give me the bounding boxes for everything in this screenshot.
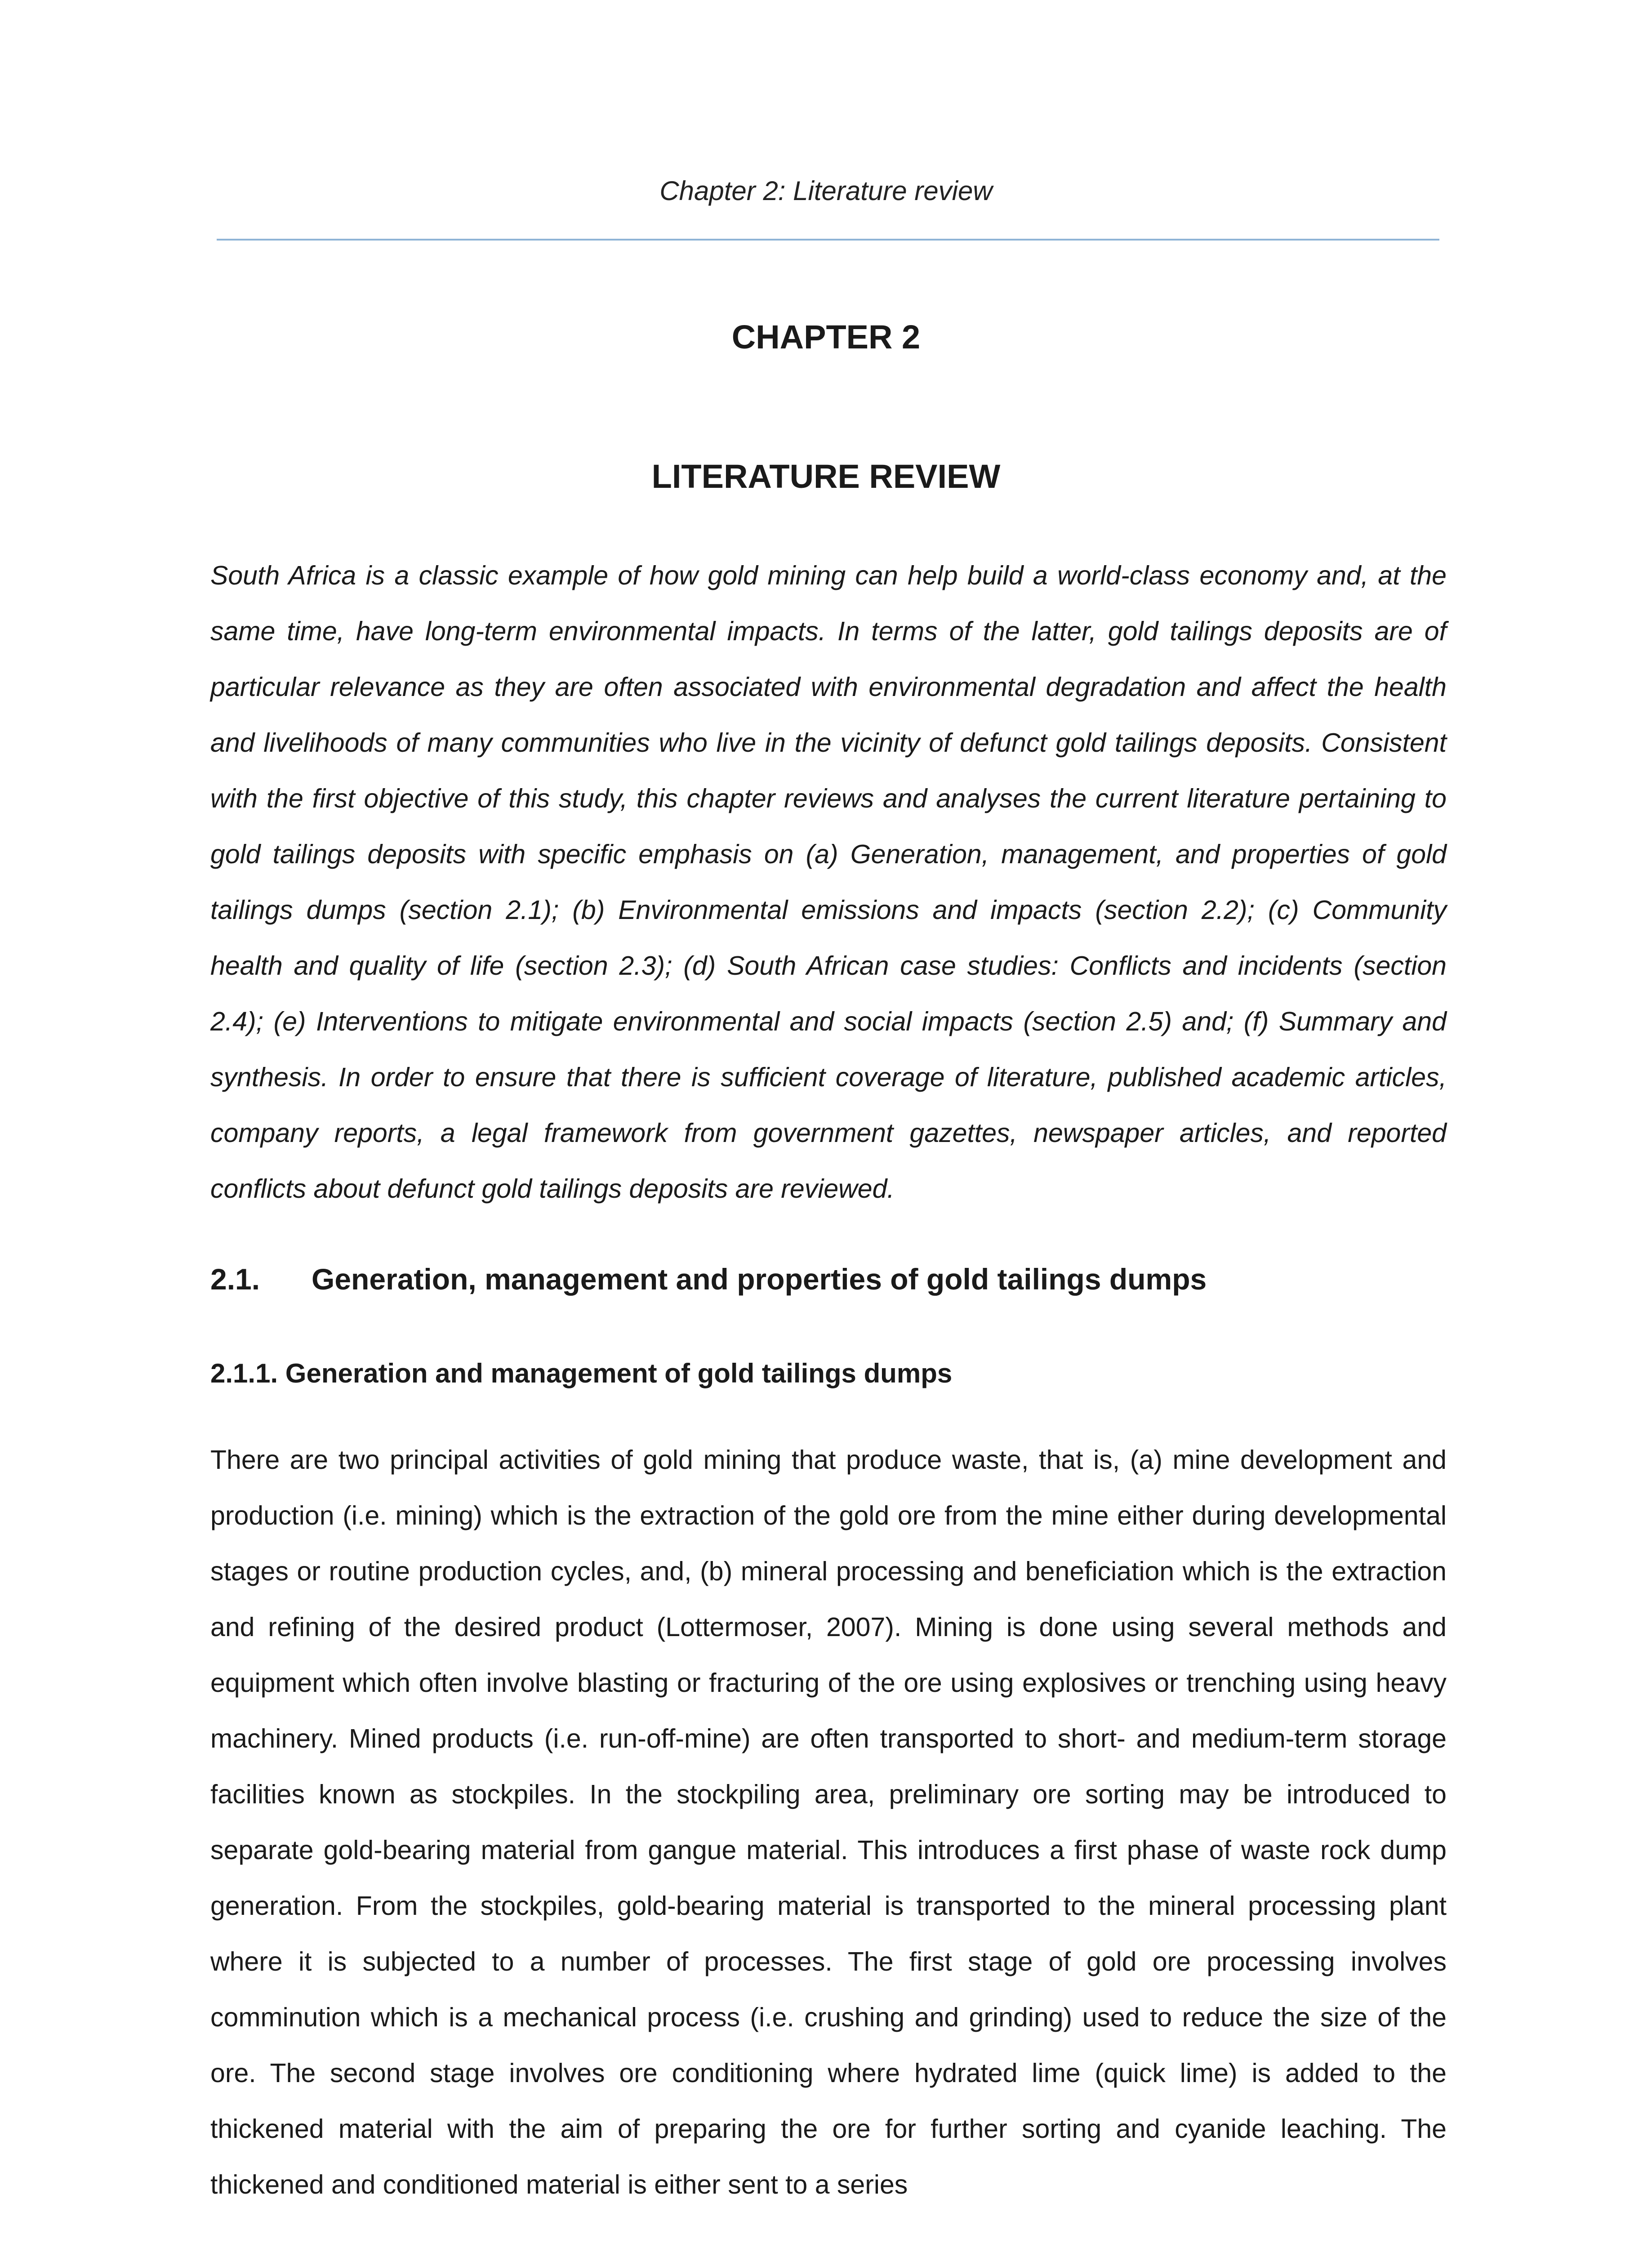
subsection-heading: 2.1.1. Generation and management of gold tailings dumps (210, 1358, 953, 1388)
intro-paragraph: South Africa is a classic example of how gold mining can help build a world-class economy and, at the same time, have long-term environmental impacts. In terms of the latter, gold tailings deposits are of particular relevance as they are often associated with environmental degradation and affect the health and livelihoods of many communities who live in the vicinity of defunct gold tailings deposits. Consistent with the first objective of this study, this chapter reviews and analyses the current literature pertaining to gold tailings deposits with specific emphasis on (a) Generation, management, and properties of gold tailings dumps (section 2.1); (b) Environmental emissions and impacts (section 2.2); (c) Community health and quality of life (section 2.3); (d) South African case studies: Conflicts and incidents (section 2.4); (e) Interventions to mitigate environmental and social impacts (section 2.5) and; (f) Summary and synthesis. In order to ensure that there is sufficient coverage of literature, published academic articles, company reports, a legal framework from government gazettes, newspaper articles, and reported conflicts about defunct gold tailings deposits are reviewed. (210, 561, 1447, 1204)
body-paragraph: There are two principal activities of gold mining that produce waste, that is, (a) mine development and production (i.e. mining) which is the extraction of the gold ore from the mine either during developmental stages or routine production cycles, and, (b) mineral processing and beneficiation which is the extraction and refining of the desired product (Lottermoser, 2007). Mining is done using several methods and equipment which often involve blasting or fracturing of the ore using explosives or trenching using heavy machinery. Mined products (i.e. run-off-mine) are often transported to short- and medium-term storage facilities known as stockpiles. In the stockpiling area, preliminary ore sorting may be introduced to separate gold-bearing material from gangue material. This introduces a first phase of waste rock dump generation. From the stockpiles, gold-bearing material is transported to the mineral processing plant where it is subjected to a number of processes. The first stage of gold ore processing involves comminution which is a mechanical process (i.e. crushing and grinding) used to reduce the size of the ore. The second stage involves ore conditioning where hydrated lime (quick lime) is added to the thickened material with the aim of preparing the ore for further sorting and cyanide leaching. The thickened and conditioned material is either sent to a series (210, 1445, 1447, 2199)
header-divider (217, 239, 1439, 241)
chapter-number: CHAPTER 2 (731, 318, 921, 356)
chapter-title: LITERATURE REVIEW (651, 458, 1001, 495)
section-heading (210, 1259, 1447, 1299)
section-number: 2.1. (210, 1262, 260, 1296)
running-header: Chapter 2: Literature review (659, 176, 993, 206)
section-title: Generation, management and properties of gold tailings dumps (312, 1262, 1207, 1296)
